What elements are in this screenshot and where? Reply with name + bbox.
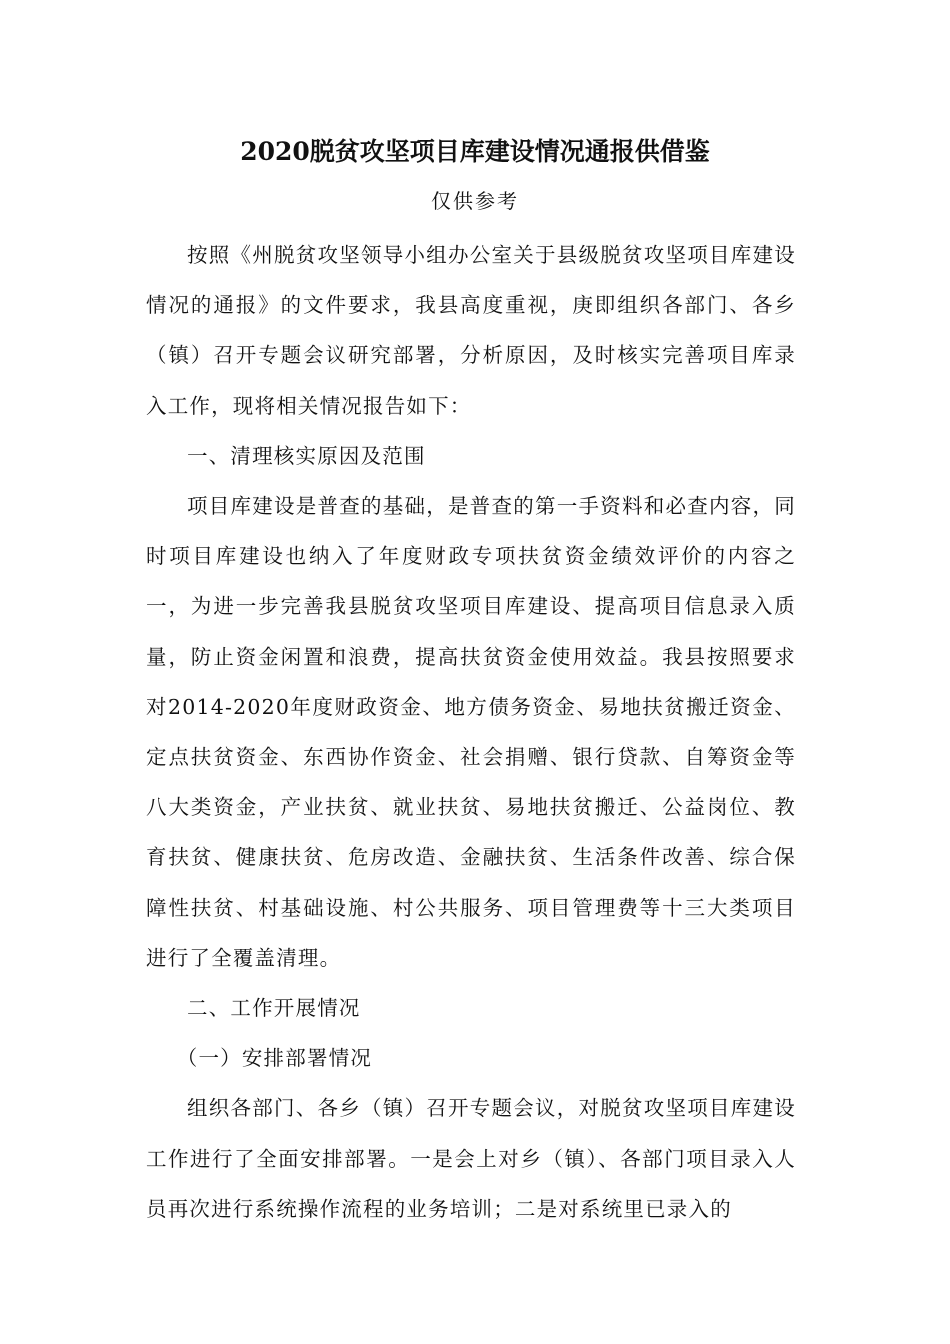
- section-1-paragraph: 项目库建设是普查的基础，是普查的第一手资料和必查内容，同时项目库建设也纳入了年度财政专项扶贫资金绩效评价的内容之一，为进一步完善我县脱贫攻坚项目库建设、提高项目信息录入质量，防止资金闲置和浪费，提高扶贫资金使用效益。我县按照要求对2014-2020年度财政资金、地方债务资金、易地扶贫搬迁资金、定点扶贫资金、东西协作资金、社会捐赠、银行贷款、自筹资金等八大类资金，产业扶贫、就业扶贫、易地扶贫搬迁、公益岗位、教育扶贫、健康扶贫、危房改造、金融扶贫、生活条件改善、综合保障性扶贫、村基础设施、村公共服务、项目管理费等十三大类项目进行了全覆盖清理。: [146, 494, 796, 970]
- document-title: 2020脱贫攻坚项目库建设情况通报供借鉴: [240, 137, 710, 166]
- section-heading-2: 二、工作开展情况: [187, 996, 361, 1021]
- document-body: [146, 230, 796, 1234]
- subsection-1-paragraph: 组织各部门、各乡（镇）召开专题会议，对脱贫攻坚项目库建设工作进行了全面安排部署。一是会上对乡（镇）、各部门项目录入人员再次进行系统操作流程的业务培训；二是对系统里已录入的: [146, 1096, 796, 1221]
- subsection-heading-1: （一）安排部署情况: [176, 1046, 373, 1071]
- document-subtitle: 仅供参考: [431, 189, 519, 213]
- section-heading-1: 一、清理核实原因及范围: [187, 443, 426, 468]
- intro-paragraph: 按照《州脱贫攻坚领导小组办公室关于县级脱贫攻坚项目库建设情况的通报》的文件要求，我县高度重视，庚即组织各部门、各乡（镇）召开专题会议研究部署，分析原因，及时核实完善项目库录入工作，现将相关情况报告如下：: [146, 243, 796, 418]
